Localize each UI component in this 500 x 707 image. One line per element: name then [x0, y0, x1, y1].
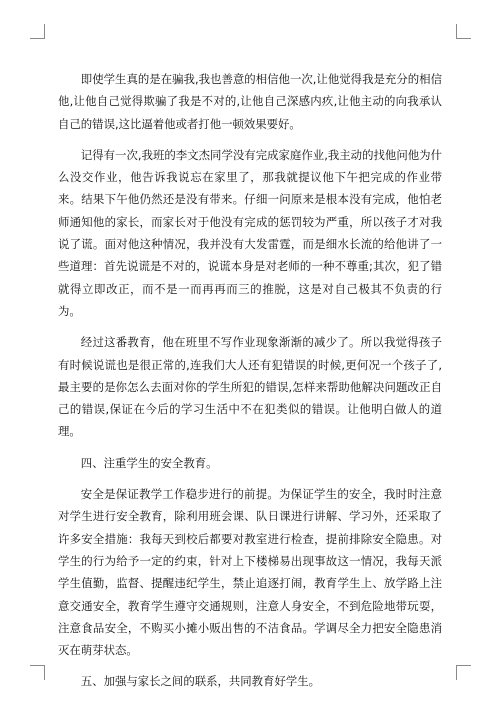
corner-mark-top-right [456, 24, 471, 39]
paragraph-education-result: 经过这番教育，他在班里不写作业现象渐渐的减少了。所以我觉得孩子有时候说谎也是很正常的,连我们大人还有犯错误的时候,更何况一个孩子了,最主要的是你怎么去面对你的学生所犯的错误,怎样来帮助他解决问题改正自己的错误,保证在今后的学习生活中不在犯类似的错误。让他明白做人的道理。 [58, 335, 442, 439]
section-heading-safety: 四、注重学生的安全教育。 [80, 455, 218, 470]
section-heading-parents: 五、加强与家长之间的联系，共同教育好学生。 [80, 674, 321, 689]
paragraph-lying-trust: 即使学生真的是在骗我,我也善意的相信他一次,让他觉得我是充分的相信他,让他自己觉得欺骗了我是不对的,让他自己深感内疚,让他主动的向我承认自己的错误,这比逼着他或者打他一顿效果要好。 [58, 72, 442, 131]
paragraph-safety-measures: 安全是保证教学工作稳步进行的前提。为保证学生的安全，我时时注意对学生进行安全教育，除利用班会课、队日课进行讲解、学习外，还采取了许多安全措施：我每天到校后都要对教室进行检查，提前排除安全隐患。对学生的行为给予一定的约束，针对上下楼梯易出现事故这一情况，我每天派学生值勤，监督、提醒违纪学生，禁止追逐打闹，教育学生上、放学路上注意交通安全，教育学生遵守交通规则，注意人身安全，不到危险地带玩耍，注意食品安全，不购买小摊小贩出售的不洁食品。学调尽全力把安全隐患消灭在萌芽状态。 [58, 487, 442, 658]
document-body [58, 68, 442, 702]
corner-mark-top-left [30, 24, 45, 39]
paragraph-homework-story: 记得有一次,我班的李文杰同学没有完成家庭作业,我主动的找他问他为什么没交作业，他告诉我说忘在家里了，那我就提议他下午把完成的作业带来。结果下午他仍然还是没有带来。仔细一问原来是根本没有完成，他怕老师通知他的家长，而家长对于他没有完成的惩罚较为严重，所以孩子才对我说了谎。面对他这种情况，我并没有大发雷霆，而是细水长流的给他讲了一些道理：首先说谎是不对的，说谎本身是对老师的一种不尊重;其次，犯了错就得立即改正，而不是一而再再而三的推脱，这是对自己极其不负责的行为。 [58, 147, 442, 318]
corner-mark-bottom-right [456, 665, 471, 680]
corner-mark-bottom-left [30, 665, 45, 680]
